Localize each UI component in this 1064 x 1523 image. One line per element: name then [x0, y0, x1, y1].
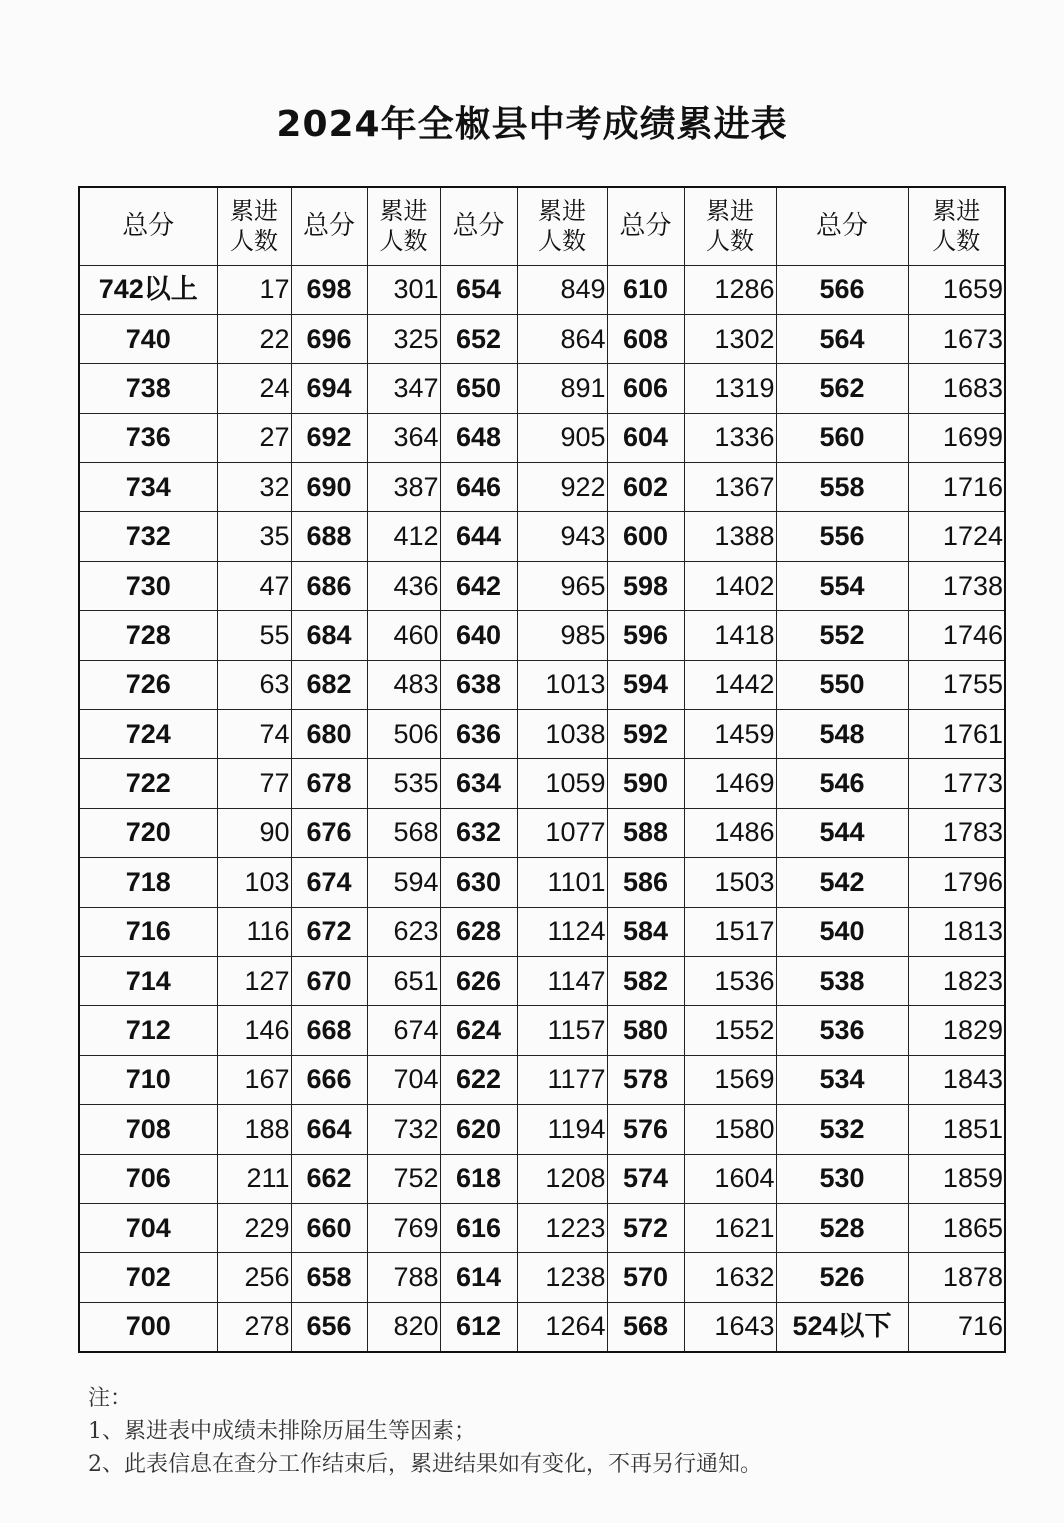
cumulative-count-cell: 301 — [367, 265, 440, 314]
table-row — [79, 808, 1005, 857]
cumulative-count-cell: 1486 — [684, 808, 776, 857]
score-cell: 616 — [440, 1203, 517, 1252]
score-cell: 578 — [607, 1055, 684, 1104]
score-cell: 622 — [440, 1055, 517, 1104]
table-body — [79, 265, 1005, 1352]
score-cell: 536 — [776, 1006, 908, 1055]
score-cell: 584 — [607, 907, 684, 956]
score-cell: 568 — [607, 1302, 684, 1351]
score-cell: 524以下 — [776, 1302, 908, 1351]
cumulative-count-cell: 1336 — [684, 413, 776, 462]
cumulative-count-cell: 1643 — [684, 1302, 776, 1351]
table-row — [79, 858, 1005, 907]
cumulative-count-cell: 568 — [367, 808, 440, 857]
score-cell: 546 — [776, 759, 908, 808]
cumulative-count-cell: 1059 — [517, 759, 607, 808]
cumulative-count-cell: 1865 — [908, 1203, 1005, 1252]
header-total-score: 总分 — [440, 187, 517, 265]
score-cell: 736 — [79, 413, 217, 462]
score-cell: 604 — [607, 413, 684, 462]
cumulative-count-cell: 22 — [217, 314, 291, 363]
cumulative-count-cell: 1773 — [908, 759, 1005, 808]
score-cell: 526 — [776, 1253, 908, 1302]
score-cell: 630 — [440, 858, 517, 907]
score-cell: 664 — [291, 1105, 367, 1154]
score-cell: 696 — [291, 314, 367, 363]
cumulative-count-cell: 1536 — [684, 956, 776, 1005]
cumulative-count-cell: 460 — [367, 611, 440, 660]
score-cell: 662 — [291, 1154, 367, 1203]
cumulative-count-cell: 1878 — [908, 1253, 1005, 1302]
cumulative-count-cell: 1580 — [684, 1105, 776, 1154]
score-cell: 612 — [440, 1302, 517, 1351]
header-cumulative-count: 累进 人数 — [217, 187, 291, 265]
cumulative-count-cell: 1388 — [684, 512, 776, 561]
score-cell: 624 — [440, 1006, 517, 1055]
score-cell: 660 — [291, 1203, 367, 1252]
table-row — [79, 265, 1005, 314]
cumulative-count-cell: 1124 — [517, 907, 607, 956]
cumulative-count-cell: 1552 — [684, 1006, 776, 1055]
score-cell: 528 — [776, 1203, 908, 1252]
cumulative-count-cell: 1761 — [908, 710, 1005, 759]
cumulative-count-cell: 1683 — [908, 364, 1005, 413]
score-cell: 550 — [776, 660, 908, 709]
score-cell: 646 — [440, 463, 517, 512]
table-row — [79, 463, 1005, 512]
score-cell: 632 — [440, 808, 517, 857]
cumulative-count-cell: 1101 — [517, 858, 607, 907]
cumulative-count-cell: 55 — [217, 611, 291, 660]
score-cell: 712 — [79, 1006, 217, 1055]
score-cell: 714 — [79, 956, 217, 1005]
score-cell: 538 — [776, 956, 908, 1005]
cumulative-count-cell: 788 — [367, 1253, 440, 1302]
cumulative-count-cell: 849 — [517, 265, 607, 314]
score-cell: 658 — [291, 1253, 367, 1302]
cumulative-count-cell: 1716 — [908, 463, 1005, 512]
table-row — [79, 1302, 1005, 1351]
score-cell: 594 — [607, 660, 684, 709]
score-cell: 718 — [79, 858, 217, 907]
score-cell: 682 — [291, 660, 367, 709]
cumulative-count-cell: 436 — [367, 561, 440, 610]
score-cell: 650 — [440, 364, 517, 413]
cumulative-count-cell: 1724 — [908, 512, 1005, 561]
cumulative-count-cell: 77 — [217, 759, 291, 808]
score-cell: 636 — [440, 710, 517, 759]
score-cell: 666 — [291, 1055, 367, 1104]
score-cell: 590 — [607, 759, 684, 808]
score-cell: 678 — [291, 759, 367, 808]
score-cell: 686 — [291, 561, 367, 610]
score-cell: 540 — [776, 907, 908, 956]
score-cell: 638 — [440, 660, 517, 709]
score-cell: 574 — [607, 1154, 684, 1203]
cumulative-count-cell: 1418 — [684, 611, 776, 660]
cumulative-count-cell: 651 — [367, 956, 440, 1005]
cumulative-count-cell: 535 — [367, 759, 440, 808]
score-cell: 558 — [776, 463, 908, 512]
score-cell: 654 — [440, 265, 517, 314]
cumulative-count-cell: 229 — [217, 1203, 291, 1252]
cumulative-count-cell: 1264 — [517, 1302, 607, 1351]
cumulative-count-cell: 1843 — [908, 1055, 1005, 1104]
cumulative-count-cell: 594 — [367, 858, 440, 907]
score-cell: 576 — [607, 1105, 684, 1154]
cumulative-count-cell: 1038 — [517, 710, 607, 759]
table-row — [79, 1253, 1005, 1302]
cumulative-count-cell: 1442 — [684, 660, 776, 709]
score-cell: 620 — [440, 1105, 517, 1154]
cumulative-count-cell: 1796 — [908, 858, 1005, 907]
cumulative-count-cell: 716 — [908, 1302, 1005, 1351]
score-cell: 726 — [79, 660, 217, 709]
header-total-score: 总分 — [291, 187, 367, 265]
score-cell: 606 — [607, 364, 684, 413]
cumulative-count-cell: 1194 — [517, 1105, 607, 1154]
score-cell: 720 — [79, 808, 217, 857]
note-item: 2、此表信息在查分工作结束后，累进结果如有变化，不再另行通知。 — [88, 1452, 762, 1477]
cumulative-count-cell: 27 — [217, 413, 291, 462]
header-cumulative-count: 累进 人数 — [684, 187, 776, 265]
cumulative-count-cell: 864 — [517, 314, 607, 363]
cumulative-count-cell: 985 — [517, 611, 607, 660]
cumulative-count-cell: 1746 — [908, 611, 1005, 660]
table-row — [79, 1055, 1005, 1104]
score-cell: 690 — [291, 463, 367, 512]
score-cell: 716 — [79, 907, 217, 956]
score-cell: 698 — [291, 265, 367, 314]
cumulative-count-cell: 278 — [217, 1302, 291, 1351]
cumulative-count-cell: 623 — [367, 907, 440, 956]
cumulative-count-cell: 1823 — [908, 956, 1005, 1005]
score-cell: 554 — [776, 561, 908, 610]
score-cell: 552 — [776, 611, 908, 660]
score-cell: 642 — [440, 561, 517, 610]
score-cell: 732 — [79, 512, 217, 561]
cumulative-count-cell: 752 — [367, 1154, 440, 1203]
cumulative-count-cell: 146 — [217, 1006, 291, 1055]
score-cell: 614 — [440, 1253, 517, 1302]
score-cell: 566 — [776, 265, 908, 314]
score-cell: 640 — [440, 611, 517, 660]
score-cell: 530 — [776, 1154, 908, 1203]
cumulative-count-cell: 1783 — [908, 808, 1005, 857]
cumulative-count-cell: 1459 — [684, 710, 776, 759]
cumulative-score-table — [78, 186, 1006, 1353]
score-cell: 548 — [776, 710, 908, 759]
score-cell: 532 — [776, 1105, 908, 1154]
score-cell: 560 — [776, 413, 908, 462]
score-cell: 670 — [291, 956, 367, 1005]
cumulative-count-cell: 1851 — [908, 1105, 1005, 1154]
cumulative-count-cell: 1402 — [684, 561, 776, 610]
score-cell: 668 — [291, 1006, 367, 1055]
cumulative-count-cell: 704 — [367, 1055, 440, 1104]
cumulative-count-cell: 1621 — [684, 1203, 776, 1252]
header-cumulative-count: 累进 人数 — [367, 187, 440, 265]
table-row — [79, 611, 1005, 660]
score-cell: 738 — [79, 364, 217, 413]
cumulative-count-cell: 347 — [367, 364, 440, 413]
score-cell: 570 — [607, 1253, 684, 1302]
cumulative-count-cell: 127 — [217, 956, 291, 1005]
cumulative-count-cell: 1013 — [517, 660, 607, 709]
cumulative-count-cell: 47 — [217, 561, 291, 610]
score-cell: 722 — [79, 759, 217, 808]
score-cell: 702 — [79, 1253, 217, 1302]
table-row — [79, 512, 1005, 561]
score-cell: 680 — [291, 710, 367, 759]
table-row — [79, 1154, 1005, 1203]
cumulative-count-cell: 103 — [217, 858, 291, 907]
notes-heading: 注： — [88, 1386, 133, 1411]
score-cell: 692 — [291, 413, 367, 462]
score-cell: 688 — [291, 512, 367, 561]
score-cell: 602 — [607, 463, 684, 512]
table-row — [79, 956, 1005, 1005]
cumulative-count-cell: 1319 — [684, 364, 776, 413]
score-cell: 626 — [440, 956, 517, 1005]
score-cell: 580 — [607, 1006, 684, 1055]
cumulative-count-cell: 387 — [367, 463, 440, 512]
score-cell: 596 — [607, 611, 684, 660]
cumulative-count-cell: 1208 — [517, 1154, 607, 1203]
cumulative-count-cell: 1673 — [908, 314, 1005, 363]
score-cell: 700 — [79, 1302, 217, 1351]
cumulative-count-cell: 256 — [217, 1253, 291, 1302]
score-cell: 734 — [79, 463, 217, 512]
table-row — [79, 364, 1005, 413]
score-cell: 652 — [440, 314, 517, 363]
table-row — [79, 1105, 1005, 1154]
score-cell: 672 — [291, 907, 367, 956]
score-cell: 542 — [776, 858, 908, 907]
score-cell: 724 — [79, 710, 217, 759]
score-cell: 556 — [776, 512, 908, 561]
cumulative-count-cell: 1829 — [908, 1006, 1005, 1055]
score-cell: 544 — [776, 808, 908, 857]
table-header-row — [79, 187, 1005, 265]
header-cumulative-count: 累进 人数 — [517, 187, 607, 265]
cumulative-count-cell: 1738 — [908, 561, 1005, 610]
score-cell: 634 — [440, 759, 517, 808]
cumulative-count-cell: 188 — [217, 1105, 291, 1154]
score-table-container — [78, 186, 1004, 1352]
cumulative-count-cell: 1813 — [908, 907, 1005, 956]
score-cell: 710 — [79, 1055, 217, 1104]
score-cell: 628 — [440, 907, 517, 956]
score-cell: 588 — [607, 808, 684, 857]
cumulative-count-cell: 24 — [217, 364, 291, 413]
score-cell: 562 — [776, 364, 908, 413]
header-total-score: 总分 — [607, 187, 684, 265]
cumulative-count-cell: 1755 — [908, 660, 1005, 709]
cumulative-count-cell: 211 — [217, 1154, 291, 1203]
score-cell: 704 — [79, 1203, 217, 1252]
note-item: 1、累进表中成绩未排除历届生等因素； — [88, 1419, 476, 1444]
cumulative-count-cell: 90 — [217, 808, 291, 857]
score-cell: 586 — [607, 858, 684, 907]
cumulative-count-cell: 1367 — [684, 463, 776, 512]
score-cell: 600 — [607, 512, 684, 561]
cumulative-count-cell: 63 — [217, 660, 291, 709]
cumulative-count-cell: 1223 — [517, 1203, 607, 1252]
cumulative-count-cell: 674 — [367, 1006, 440, 1055]
cumulative-count-cell: 325 — [367, 314, 440, 363]
cumulative-count-cell: 32 — [217, 463, 291, 512]
cumulative-count-cell: 1569 — [684, 1055, 776, 1104]
cumulative-count-cell: 1699 — [908, 413, 1005, 462]
score-cell: 730 — [79, 561, 217, 610]
cumulative-count-cell: 1604 — [684, 1154, 776, 1203]
cumulative-count-cell: 965 — [517, 561, 607, 610]
score-cell: 644 — [440, 512, 517, 561]
header-total-score: 总分 — [776, 187, 908, 265]
cumulative-count-cell: 412 — [367, 512, 440, 561]
header-cumulative-count: 累进 人数 — [908, 187, 1005, 265]
score-cell: 674 — [291, 858, 367, 907]
table-row — [79, 314, 1005, 363]
score-cell: 610 — [607, 265, 684, 314]
cumulative-count-cell: 922 — [517, 463, 607, 512]
cumulative-count-cell: 1157 — [517, 1006, 607, 1055]
cumulative-count-cell: 364 — [367, 413, 440, 462]
cumulative-count-cell: 1238 — [517, 1253, 607, 1302]
cumulative-count-cell: 167 — [217, 1055, 291, 1104]
cumulative-count-cell: 116 — [217, 907, 291, 956]
cumulative-count-cell: 1517 — [684, 907, 776, 956]
score-cell: 608 — [607, 314, 684, 363]
score-cell: 564 — [776, 314, 908, 363]
cumulative-count-cell: 1632 — [684, 1253, 776, 1302]
cumulative-count-cell: 820 — [367, 1302, 440, 1351]
score-cell: 582 — [607, 956, 684, 1005]
cumulative-count-cell: 1077 — [517, 808, 607, 857]
score-cell: 592 — [607, 710, 684, 759]
cumulative-count-cell: 1147 — [517, 956, 607, 1005]
cumulative-count-cell: 17 — [217, 265, 291, 314]
score-cell: 618 — [440, 1154, 517, 1203]
cumulative-count-cell: 891 — [517, 364, 607, 413]
score-cell: 598 — [607, 561, 684, 610]
cumulative-count-cell: 769 — [367, 1203, 440, 1252]
cumulative-count-cell: 35 — [217, 512, 291, 561]
score-cell: 572 — [607, 1203, 684, 1252]
score-cell: 706 — [79, 1154, 217, 1203]
score-cell: 708 — [79, 1105, 217, 1154]
score-cell: 694 — [291, 364, 367, 413]
table-row — [79, 907, 1005, 956]
score-cell: 676 — [291, 808, 367, 857]
table-row — [79, 660, 1005, 709]
header-total-score: 总分 — [79, 187, 217, 265]
document-title: 2024年全椒县中考成绩累进表 — [276, 104, 788, 145]
score-cell: 648 — [440, 413, 517, 462]
cumulative-count-cell: 905 — [517, 413, 607, 462]
cumulative-count-cell: 1659 — [908, 265, 1005, 314]
cumulative-count-cell: 1286 — [684, 265, 776, 314]
table-row — [79, 561, 1005, 610]
cumulative-count-cell: 732 — [367, 1105, 440, 1154]
cumulative-count-cell: 1469 — [684, 759, 776, 808]
table-row — [79, 1006, 1005, 1055]
cumulative-count-cell: 74 — [217, 710, 291, 759]
notes-section — [88, 1382, 988, 1481]
score-cell: 740 — [79, 314, 217, 363]
score-cell: 728 — [79, 611, 217, 660]
score-cell: 742以上 — [79, 265, 217, 314]
cumulative-count-cell: 1859 — [908, 1154, 1005, 1203]
table-row — [79, 413, 1005, 462]
cumulative-count-cell: 1177 — [517, 1055, 607, 1104]
table-row — [79, 759, 1005, 808]
table-row — [79, 710, 1005, 759]
score-cell: 656 — [291, 1302, 367, 1351]
score-cell: 534 — [776, 1055, 908, 1104]
table-row — [79, 1203, 1005, 1252]
cumulative-count-cell: 943 — [517, 512, 607, 561]
cumulative-count-cell: 1302 — [684, 314, 776, 363]
cumulative-count-cell: 1503 — [684, 858, 776, 907]
cumulative-count-cell: 483 — [367, 660, 440, 709]
cumulative-count-cell: 506 — [367, 710, 440, 759]
score-cell: 684 — [291, 611, 367, 660]
